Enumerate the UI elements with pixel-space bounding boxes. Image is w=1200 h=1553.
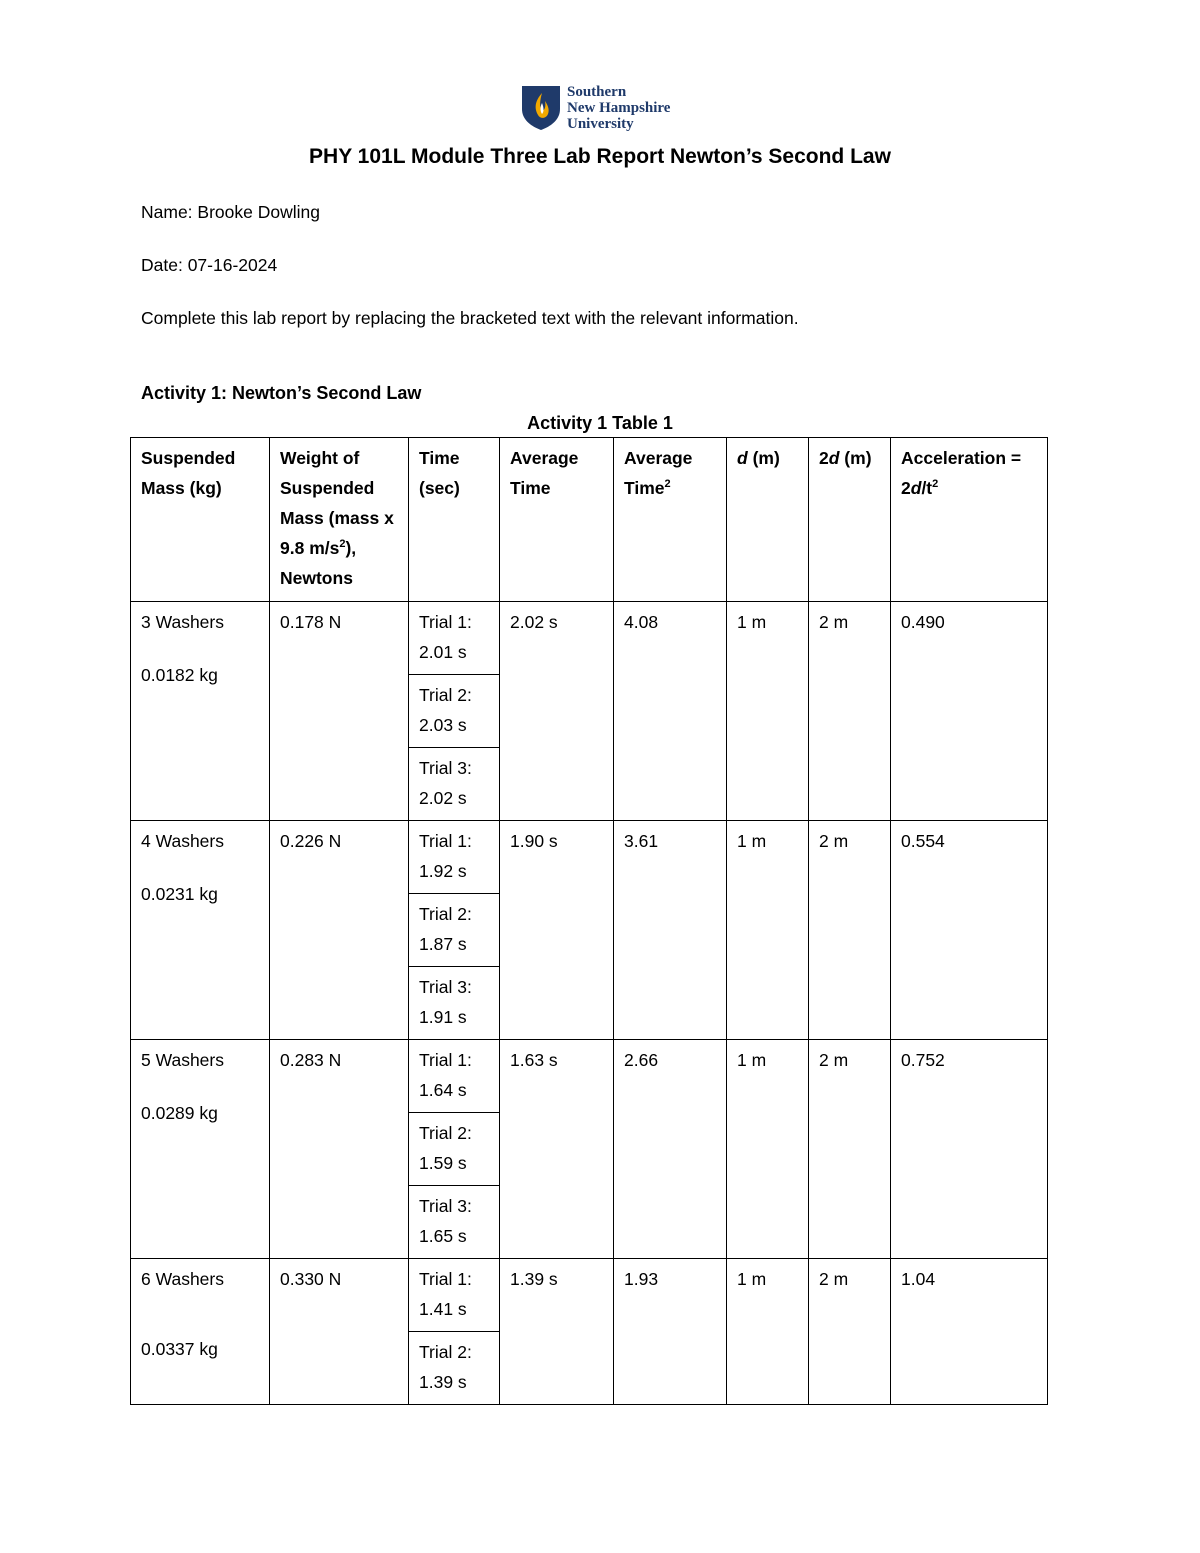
header-d — [727, 438, 809, 602]
cell-weight: 0.283 N — [270, 1040, 409, 1259]
cell-washers: 6 Washers — [141, 1269, 224, 1289]
header-2d-var: d — [828, 448, 840, 468]
cell-trial: Trial 3: 1.65 s — [409, 1186, 500, 1259]
cell-acceleration: 0.752 — [891, 1040, 1048, 1259]
cell-suspended-mass — [131, 602, 270, 821]
section-title: Activity 1: Newton’s Second Law — [141, 383, 422, 403]
header-weight — [270, 438, 409, 602]
cell-average-time: 2.02 s — [500, 602, 614, 821]
cell-trial: Trial 1: 1.92 s — [409, 821, 500, 894]
cell-weight: 0.226 N — [270, 821, 409, 1040]
cell-acceleration: 1.04 — [891, 1259, 1048, 1405]
header-time: Time (sec) — [409, 438, 500, 602]
cell-washers: 5 Washers — [141, 1050, 224, 1070]
header-weight-sup: 2 — [339, 538, 346, 551]
cell-trial: Trial 3: 1.91 s — [409, 967, 500, 1040]
cell-washers: 3 Washers — [141, 612, 224, 632]
cell-mass-kg: 0.0337 kg — [141, 1339, 218, 1359]
cell-d: 1 m — [727, 602, 809, 821]
cell-mass-kg: 0.0289 kg — [141, 1103, 218, 1123]
header-accel-t: /t — [921, 478, 933, 498]
cell-trial: Trial 1: 1.41 s — [409, 1259, 500, 1332]
header-suspended-mass: Suspended Mass (kg) — [131, 438, 270, 602]
cell-trial: Trial 2: 2.03 s — [409, 675, 500, 748]
cell-suspended-mass — [131, 1259, 270, 1405]
cell-average-time: 1.63 s — [500, 1040, 614, 1259]
header-2d — [809, 438, 891, 602]
table-header-row — [131, 438, 1048, 602]
header-weight-text-end: ), Newtons — [280, 538, 357, 588]
cell-suspended-mass — [131, 821, 270, 1040]
table-caption: Activity 1 Table 1 — [527, 413, 673, 433]
cell-suspended-mass — [131, 1040, 270, 1259]
cell-trial: Trial 1: 2.01 s — [409, 602, 500, 675]
cell-2d: 2 m — [809, 1040, 891, 1259]
cell-acceleration: 0.490 — [891, 602, 1048, 821]
cell-average-time: 1.90 s — [500, 821, 614, 1040]
header-average-time-squared — [614, 438, 727, 602]
cell-mass-kg: 0.0182 kg — [141, 665, 218, 685]
header-avg-sq-text: Average Time — [624, 448, 693, 498]
header-d-var: d — [737, 448, 748, 468]
cell-average-time: 1.39 s — [500, 1259, 614, 1405]
header-d-unit: (m) — [747, 448, 780, 468]
document-title: PHY 101L Module Three Lab Report Newton’s Second Law — [309, 145, 891, 168]
cell-washers: 4 Washers — [141, 831, 224, 851]
cell-2d: 2 m — [809, 602, 891, 821]
header-avg-sq-sup: 2 — [664, 478, 671, 491]
cell-d: 1 m — [727, 821, 809, 1040]
cell-weight: 0.178 N — [270, 602, 409, 821]
results-table — [130, 437, 1048, 1405]
logo-wordmark — [567, 84, 670, 132]
cell-trial: Trial 2: 1.87 s — [409, 894, 500, 967]
header-2d-unit: (m) — [839, 448, 872, 468]
table-row — [131, 1040, 1048, 1113]
header-2d-coef: 2 — [819, 448, 829, 468]
cell-trial: Trial 2: 1.59 s — [409, 1113, 500, 1186]
cell-trial: Trial 1: 1.64 s — [409, 1040, 500, 1113]
cell-weight: 0.330 N — [270, 1259, 409, 1405]
cell-trial: Trial 2: 1.39 s — [409, 1332, 500, 1405]
student-name: Name: Brooke Dowling — [141, 202, 320, 222]
university-logo — [521, 84, 670, 132]
cell-acceleration: 0.554 — [891, 821, 1048, 1040]
table-row — [131, 821, 1048, 894]
cell-2d: 2 m — [809, 1259, 891, 1405]
logo-line-2: New Hampshire — [567, 100, 671, 116]
cell-average-time-squared: 1.93 — [614, 1259, 727, 1405]
report-date: Date: 07-16-2024 — [141, 255, 278, 275]
cell-average-time-squared: 4.08 — [614, 602, 727, 821]
cell-2d: 2 m — [809, 821, 891, 1040]
logo-line-3: University — [567, 116, 634, 132]
table-row — [131, 602, 1048, 675]
table-row — [131, 1259, 1048, 1332]
header-accel-text: Acceleration = 2 — [901, 448, 1022, 498]
header-weight-text: Weight of Suspended Mass (mass x 9.8 m/s — [280, 448, 394, 558]
header-accel-var: d — [910, 478, 922, 498]
header-accel-sup: 2 — [932, 478, 939, 491]
cell-average-time-squared: 3.61 — [614, 821, 727, 1040]
cell-d: 1 m — [727, 1259, 809, 1405]
logo-line-1: Southern — [567, 84, 627, 100]
cell-trial: Trial 3: 2.02 s — [409, 748, 500, 821]
header-average-time: Average Time — [500, 438, 614, 602]
cell-average-time-squared: 2.66 — [614, 1040, 727, 1259]
cell-mass-kg: 0.0231 kg — [141, 884, 218, 904]
instructions-text: Complete this lab report by replacing the bracketed text with the relevant information. — [141, 308, 799, 328]
cell-d: 1 m — [727, 1040, 809, 1259]
shield-flame-icon — [521, 85, 561, 131]
header-acceleration — [891, 438, 1048, 602]
